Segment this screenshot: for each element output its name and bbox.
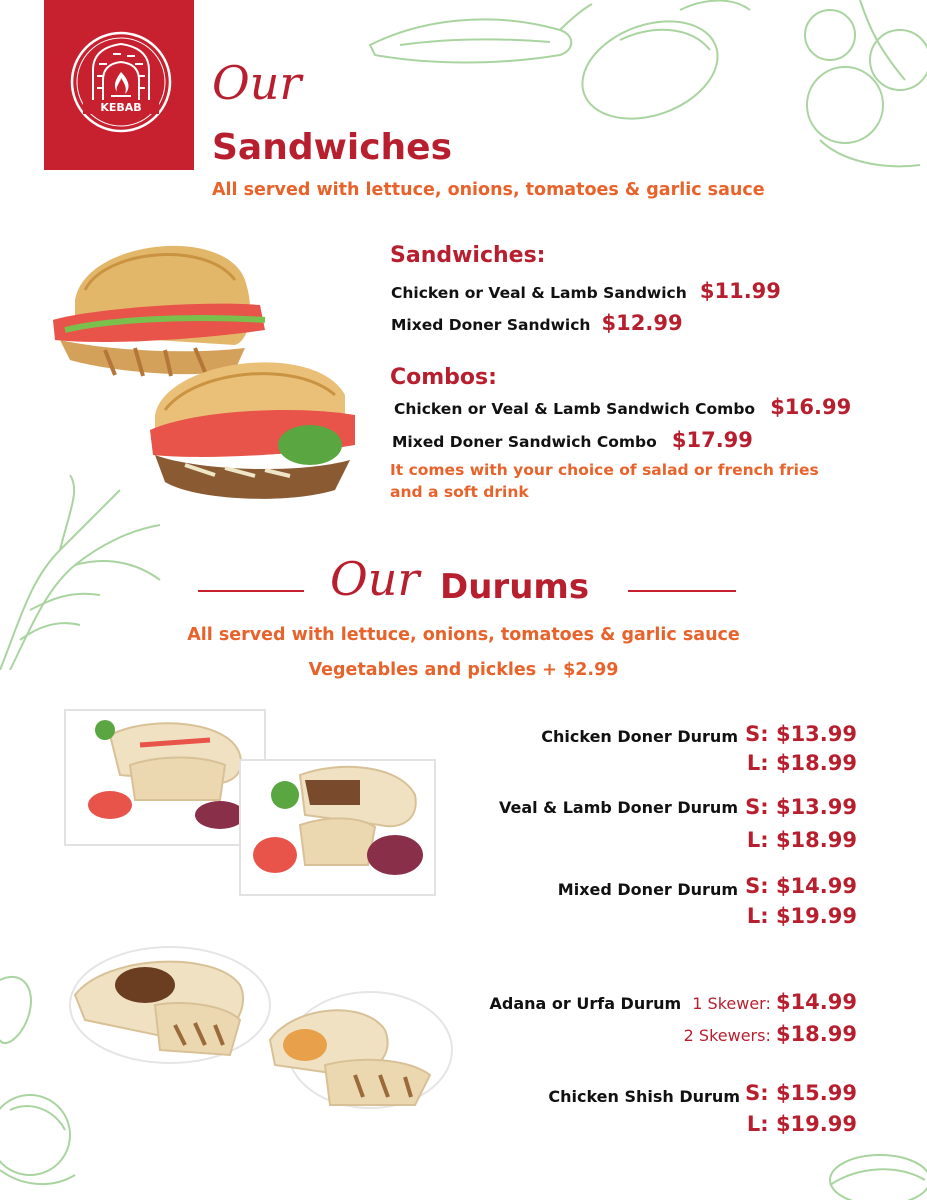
durum-price-small: S: $15.99: [745, 1081, 857, 1105]
durum-row-adana: [490, 990, 858, 1014]
durum-price-large: L: $18.99: [746, 828, 857, 852]
durum-price-small: S: $14.99: [745, 874, 857, 898]
item-price: $12.99: [601, 311, 683, 335]
decorative-vegetable-sketch-bottom-right: [810, 1135, 927, 1200]
sandwiches-script-title: Our: [212, 56, 302, 110]
durums-script-title: Our: [330, 552, 420, 606]
menu-row: [392, 428, 753, 452]
kebab-house-logo: [69, 30, 173, 134]
durum-item-name: Veal & Lamb Doner Durum: [498, 798, 738, 817]
durum-plates-photo: [60, 705, 445, 905]
durums-extra-note: Vegetables and pickles + $2.99: [308, 660, 619, 680]
menu-row: [394, 395, 851, 419]
durum-wraps-photo: [65, 945, 455, 1120]
durum-price-small: S: $13.99: [745, 722, 857, 746]
sandwiches-subheading: Sandwiches:: [390, 243, 546, 268]
logo-text: KEBAB: [100, 101, 142, 114]
brand-logo-block: [44, 0, 194, 170]
durum-price-value: $14.99: [775, 990, 857, 1014]
menu-row: [391, 279, 781, 303]
item-price: $11.99: [699, 279, 781, 303]
durum-price-large: L: $19.99: [746, 1112, 857, 1136]
durum-price-value: $18.99: [775, 1022, 857, 1046]
decorative-vegetable-sketches-top: [360, 0, 927, 200]
item-name: Mixed Doner Sandwich: [391, 316, 591, 334]
durum-price-label: 2 Skewers:: [683, 1026, 771, 1045]
durum-price-large: L: $18.99: [746, 751, 857, 775]
durums-subtitle: All served with lettuce, onions, tomatoes & garlic sauce: [187, 625, 740, 645]
combos-subheading: Combos:: [390, 365, 497, 390]
item-name: Mixed Doner Sandwich Combo: [392, 433, 657, 451]
durums-title: Durums: [440, 567, 590, 607]
menu-row: [391, 311, 683, 335]
durum-item-name: Mixed Doner Durum: [557, 880, 738, 899]
durums-divider-right: [628, 590, 736, 592]
durum-item-name: Chicken Doner Durum: [541, 727, 738, 746]
item-name: Chicken or Veal & Lamb Sandwich Combo: [394, 400, 756, 418]
decorative-vegetable-sketch-bottom-left: [0, 960, 90, 1200]
item-name: Chicken or Veal & Lamb Sandwich: [391, 284, 687, 302]
sandwiches-title: Sandwiches: [212, 127, 453, 168]
durum-price-small: S: $13.99: [745, 795, 857, 819]
durum-row-adana-2: [684, 1022, 857, 1046]
item-price: $16.99: [770, 395, 852, 419]
item-price: $17.99: [671, 428, 753, 452]
durum-item-name: Chicken Shish Durum: [548, 1087, 740, 1106]
durum-item-name: Adana or Urfa Durum: [489, 994, 682, 1013]
combo-note-line1: It comes with your choice of salad or french fries: [390, 461, 819, 479]
sandwich-photo: [45, 220, 375, 515]
durums-divider-left: [198, 590, 304, 592]
durum-price-label: 1 Skewer:: [692, 994, 771, 1013]
durum-price-large: L: $19.99: [746, 904, 857, 928]
sandwiches-subtitle: All served with lettuce, onions, tomatoes & garlic sauce: [212, 180, 765, 200]
combo-note-line2: and a soft drink: [390, 483, 529, 501]
